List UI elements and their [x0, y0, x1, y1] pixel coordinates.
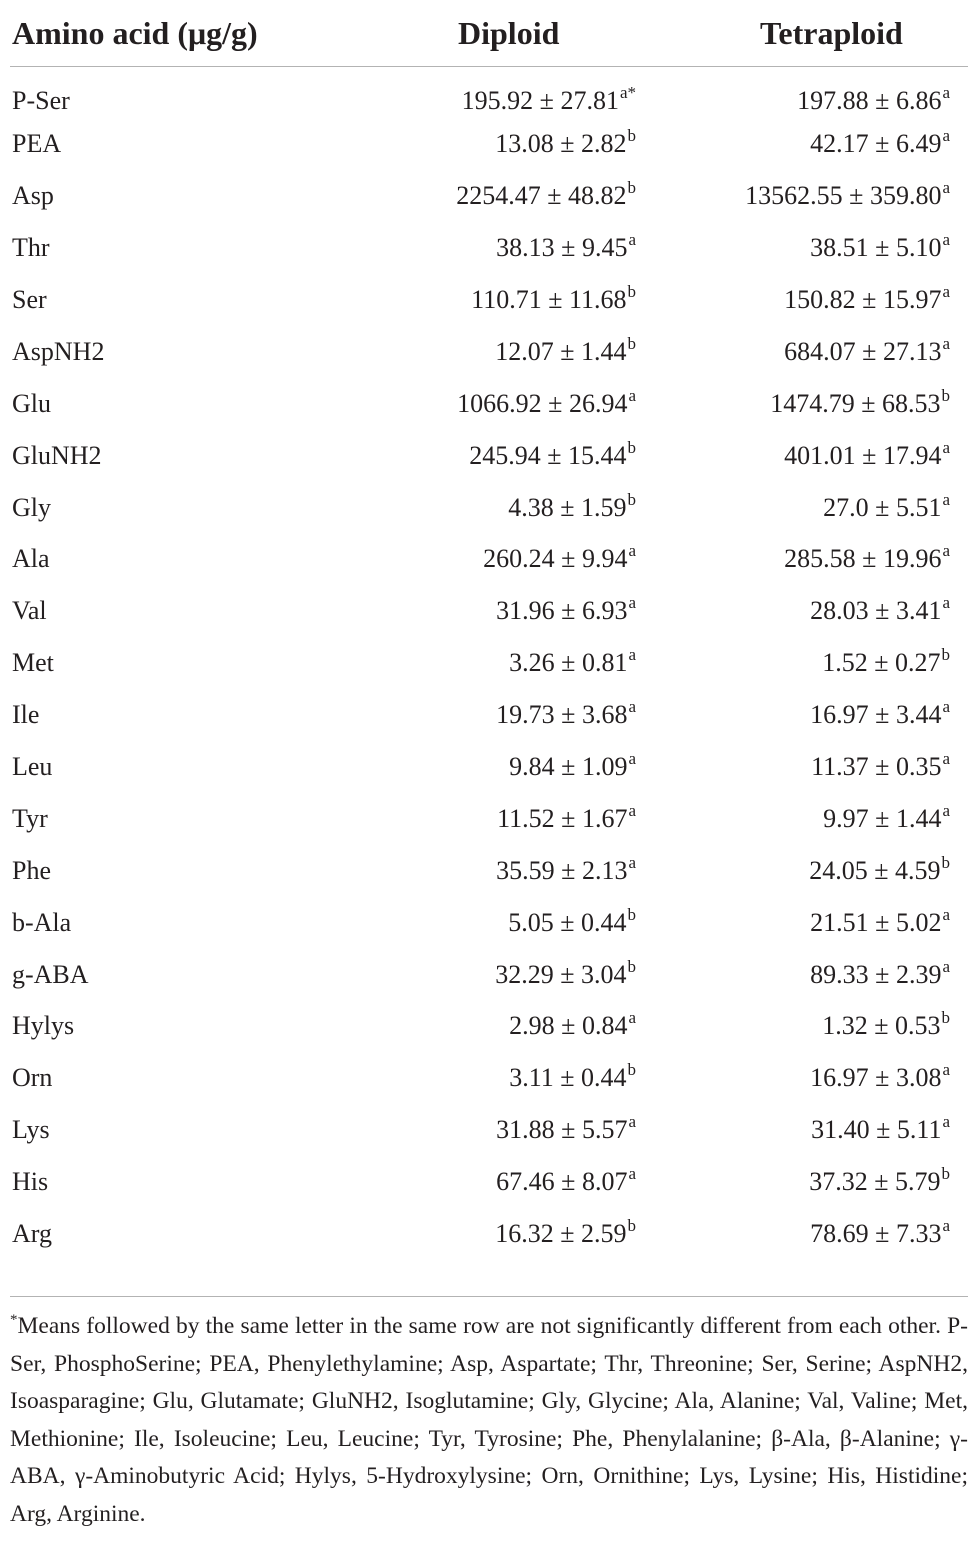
tetraploid-cell — [636, 1156, 968, 1208]
diploid-value: 67.46 ± 8.07 — [496, 1167, 628, 1197]
tetraploid-cell — [636, 1208, 968, 1260]
diploid-cell — [414, 118, 636, 170]
tetraploid-cell — [636, 585, 968, 637]
tetraploid-significance-letter: a — [942, 800, 950, 820]
diploid-cell — [414, 1156, 636, 1208]
amino-acid-name: b-Ala — [12, 907, 72, 937]
tetraploid-value: 285.58 ± 19.96 — [784, 544, 942, 574]
diploid-cell — [414, 949, 636, 1001]
amino-acid-name: PEA — [12, 129, 62, 159]
tetraploid-value: 1474.79 ± 68.53 — [770, 388, 941, 418]
tetraploid-cell — [636, 482, 968, 534]
amino-acid-name: Arg — [12, 1219, 52, 1249]
tetraploid-value: 684.07 ± 27.13 — [784, 336, 942, 366]
tetraploid-value: 38.51 ± 5.10 — [810, 233, 942, 263]
amino-acid-name: Orn — [12, 1063, 53, 1093]
table-row — [10, 534, 968, 586]
amino-acid-name: Ile — [12, 700, 40, 730]
table-row — [10, 949, 968, 1001]
diploid-significance-letter: a — [628, 645, 636, 665]
table-row — [10, 274, 968, 326]
tetraploid-cell — [636, 793, 968, 845]
diploid-significance-letter: a — [628, 1164, 636, 1184]
diploid-significance-letter: b — [627, 333, 636, 353]
amino-acid-name: Phe — [12, 855, 51, 885]
tetraploid-significance-letter: a — [942, 282, 950, 301]
diploid-significance-letter: a — [628, 593, 636, 613]
diploid-significance-letter: a — [628, 697, 636, 717]
amino-acid-name: P-Ser — [12, 85, 70, 115]
table-row — [10, 118, 968, 170]
table-row — [10, 1156, 968, 1208]
amino-acid-name: g-ABA — [12, 959, 89, 989]
tetraploid-significance-letter: a — [942, 437, 950, 457]
header-diploid: Diploid — [414, 0, 636, 67]
tetraploid-significance-letter: a — [942, 178, 950, 198]
diploid-significance-letter: a — [628, 1112, 636, 1132]
tetraploid-cell — [636, 430, 968, 482]
amino-acid-name: GluNH2 — [12, 440, 102, 470]
amino-acid-name: Glu — [12, 388, 51, 418]
table-row — [10, 1001, 968, 1053]
diploid-significance-letter: b — [627, 178, 636, 198]
diploid-cell — [414, 67, 636, 119]
tetraploid-value: 42.17 ± 6.49 — [810, 129, 942, 159]
tetraploid-cell — [636, 1001, 968, 1053]
tetraploid-significance-letter: a — [942, 956, 950, 976]
amino-acid-name: Hylys — [12, 1011, 75, 1041]
diploid-significance-letter: b — [627, 489, 636, 509]
amino-acid-name: Tyr — [12, 803, 48, 833]
diploid-cell — [414, 170, 636, 222]
tetraploid-value: 78.69 ± 7.33 — [810, 1219, 942, 1249]
table-body — [10, 67, 968, 1260]
tetraploid-value: 150.82 ± 15.97 — [784, 285, 942, 314]
diploid-significance-letter: a — [628, 852, 636, 872]
footnote-marker: * — [10, 1312, 18, 1328]
amino-acid-name: AspNH2 — [12, 336, 105, 366]
table-header-row — [10, 0, 968, 67]
diploid-significance-letter: a — [628, 800, 636, 820]
tetraploid-cell — [636, 689, 968, 741]
diploid-value: 16.32 ± 2.59 — [495, 1219, 627, 1249]
tetraploid-value: 31.40 ± 5.11 — [811, 1115, 942, 1145]
diploid-significance-letter: b — [627, 1060, 636, 1080]
diploid-cell — [414, 430, 636, 482]
table-footnote — [10, 1308, 968, 1534]
amino-acid-name: Ala — [12, 544, 50, 574]
tetraploid-significance-letter: b — [941, 1008, 950, 1028]
tetraploid-value: 197.88 ± 6.86 — [797, 85, 942, 115]
table-row — [10, 585, 968, 637]
tetraploid-significance-letter: b — [941, 1164, 950, 1184]
amino-acid-name: Met — [12, 648, 54, 678]
diploid-value: 35.59 ± 2.13 — [496, 855, 628, 885]
tetraploid-value: 13562.55 ± 359.80 — [745, 181, 942, 211]
tetraploid-cell — [636, 118, 968, 170]
diploid-cell — [414, 793, 636, 845]
tetraploid-cell — [636, 274, 968, 326]
diploid-significance-letter: b — [627, 956, 636, 976]
diploid-significance-letter: a — [628, 230, 636, 250]
tetraploid-cell — [636, 637, 968, 689]
diploid-significance-letter: b — [627, 282, 636, 301]
tetraploid-significance-letter: a — [942, 333, 950, 353]
tetraploid-cell — [636, 67, 968, 119]
tetraploid-value: 1.52 ± 0.27 — [822, 648, 941, 678]
footnote-text: Means followed by the same letter in the same row are not significantly different from each other. P-Ser, PhosphoSerine; PEA, Phenylethylamine; Asp, Aspartate; Thr, Threonine; Ser, Serine; AspNH2, Isoasparagine; Glu, Glutamate; GluNH2, Isoglutamine; Gly, Glycine; Ala, Alanine; Val, Valine; Met, Methionine; Ile, Isoleucine; Leu, Leucine; Tyr, Tyrosine; Phe, Phenylalanine; β-Ala, β-Alanine; γ-ABA, γ-Aminobutyric Acid; Hylys, 5-Hydroxylysine; Orn, Ornithine; Lys, Lysine; His, Histidine; Arg, Arginine. — [10, 1313, 968, 1527]
table-row — [10, 482, 968, 534]
diploid-cell — [414, 585, 636, 637]
amino-acid-name: Gly — [12, 492, 51, 522]
table-row — [10, 741, 968, 793]
tetraploid-significance-letter: a — [942, 82, 950, 102]
diploid-cell — [414, 637, 636, 689]
table-row — [10, 689, 968, 741]
tetraploid-value: 89.33 ± 2.39 — [810, 959, 942, 989]
diploid-cell — [414, 1052, 636, 1104]
tetraploid-significance-letter: b — [941, 385, 950, 405]
diploid-cell — [414, 378, 636, 430]
table-row — [10, 326, 968, 378]
tetraploid-significance-letter: a — [942, 749, 950, 769]
diploid-cell — [414, 741, 636, 793]
header-amino-acid: Amino acid (μg/g) — [10, 0, 414, 67]
diploid-cell — [414, 1001, 636, 1053]
diploid-value: 38.13 ± 9.45 — [496, 233, 628, 263]
diploid-significance-letter: a* — [619, 82, 636, 102]
diploid-value: 260.24 ± 9.94 — [483, 544, 628, 574]
tetraploid-significance-letter: a — [942, 230, 950, 250]
tetraploid-value: 28.03 ± 3.41 — [810, 596, 942, 626]
diploid-value: 4.38 ± 1.59 — [508, 492, 627, 522]
diploid-cell — [414, 1104, 636, 1156]
tetraploid-value: 1.32 ± 0.53 — [822, 1011, 941, 1041]
amino-acid-name: Ser — [12, 285, 47, 314]
table-row — [10, 897, 968, 949]
tetraploid-value: 401.01 ± 17.94 — [784, 440, 942, 470]
table-row — [10, 67, 968, 119]
table-row — [10, 1052, 968, 1104]
diploid-value: 2254.47 ± 48.82 — [456, 181, 627, 211]
tetraploid-significance-letter: a — [942, 904, 950, 924]
tetraploid-significance-letter: b — [941, 852, 950, 872]
tetraploid-value: 11.37 ± 0.35 — [811, 752, 942, 782]
table-row — [10, 1208, 968, 1260]
table-row — [10, 637, 968, 689]
diploid-value: 12.07 ± 1.44 — [495, 336, 627, 366]
tetraploid-value: 37.32 ± 5.79 — [809, 1167, 941, 1197]
table-row — [10, 222, 968, 274]
diploid-value: 5.05 ± 0.44 — [508, 907, 627, 937]
amino-acid-name: Asp — [12, 181, 54, 211]
diploid-value: 9.84 ± 1.09 — [509, 752, 628, 782]
diploid-value: 1066.92 ± 26.94 — [457, 388, 628, 418]
diploid-cell — [414, 897, 636, 949]
diploid-value: 13.08 ± 2.82 — [495, 129, 627, 159]
tetraploid-cell — [636, 741, 968, 793]
diploid-significance-letter: b — [627, 904, 636, 924]
diploid-value: 11.52 ± 1.67 — [497, 803, 628, 833]
tetraploid-cell — [636, 1104, 968, 1156]
header-tetraploid: Tetraploid — [636, 0, 968, 67]
diploid-significance-letter: b — [627, 1216, 636, 1236]
tetraploid-cell — [636, 222, 968, 274]
tetraploid-cell — [636, 845, 968, 897]
tetraploid-cell — [636, 897, 968, 949]
diploid-significance-letter: a — [628, 385, 636, 405]
tetraploid-significance-letter: a — [942, 1060, 950, 1080]
amino-acid-name: His — [12, 1167, 49, 1197]
tetraploid-significance-letter: a — [942, 593, 950, 613]
diploid-value: 195.92 ± 27.81 — [461, 85, 619, 115]
tetraploid-significance-letter: a — [942, 1216, 950, 1236]
diploid-value: 19.73 ± 3.68 — [496, 700, 628, 730]
amino-acid-name: Lys — [12, 1115, 50, 1145]
tetraploid-value: 24.05 ± 4.59 — [809, 855, 941, 885]
diploid-significance-letter: a — [628, 541, 636, 561]
diploid-value: 110.71 ± 11.68 — [471, 285, 627, 314]
amino-acid-table — [10, 0, 968, 1260]
diploid-value: 2.98 ± 0.84 — [509, 1011, 628, 1041]
tetraploid-value: 9.97 ± 1.44 — [823, 803, 942, 833]
diploid-cell — [414, 326, 636, 378]
diploid-value: 3.11 ± 0.44 — [509, 1063, 627, 1093]
diploid-significance-letter: b — [627, 126, 636, 146]
diploid-significance-letter: b — [627, 437, 636, 457]
table-row — [10, 430, 968, 482]
amino-acid-name: Leu — [12, 752, 53, 782]
table-row — [10, 845, 968, 897]
tetraploid-cell — [636, 534, 968, 586]
diploid-cell — [414, 274, 636, 326]
tetraploid-cell — [636, 326, 968, 378]
diploid-value: 3.26 ± 0.81 — [509, 648, 628, 678]
tetraploid-significance-letter: a — [942, 1112, 950, 1132]
diploid-cell — [414, 1208, 636, 1260]
diploid-significance-letter: a — [628, 749, 636, 769]
tetraploid-cell — [636, 170, 968, 222]
amino-acid-name: Val — [12, 596, 47, 626]
tetraploid-value: 16.97 ± 3.44 — [810, 700, 942, 730]
table-row — [10, 1104, 968, 1156]
tetraploid-cell — [636, 378, 968, 430]
tetraploid-cell — [636, 1052, 968, 1104]
diploid-cell — [414, 482, 636, 534]
diploid-cell — [414, 689, 636, 741]
tetraploid-significance-letter: b — [941, 645, 950, 665]
diploid-cell — [414, 534, 636, 586]
tetraploid-significance-letter: a — [942, 126, 950, 146]
table-row — [10, 378, 968, 430]
tetraploid-value: 16.97 ± 3.08 — [810, 1063, 942, 1093]
diploid-value: 245.94 ± 15.44 — [469, 440, 627, 470]
tetraploid-cell — [636, 949, 968, 1001]
diploid-value: 31.88 ± 5.57 — [496, 1115, 628, 1145]
tetraploid-significance-letter: a — [942, 541, 950, 561]
table-row — [10, 170, 968, 222]
tetraploid-value: 21.51 ± 5.02 — [810, 907, 942, 937]
diploid-cell — [414, 845, 636, 897]
table-row — [10, 793, 968, 845]
amino-acid-name: Thr — [12, 233, 50, 263]
table-bottom-rule — [10, 1296, 968, 1297]
tetraploid-significance-letter: a — [942, 697, 950, 717]
amino-acid-table-container — [10, 0, 968, 1260]
diploid-value: 32.29 ± 3.04 — [495, 959, 627, 989]
diploid-value: 31.96 ± 6.93 — [496, 596, 628, 626]
tetraploid-significance-letter: a — [942, 489, 950, 509]
diploid-cell — [414, 222, 636, 274]
diploid-significance-letter: a — [628, 1008, 636, 1028]
tetraploid-value: 27.0 ± 5.51 — [823, 492, 942, 522]
